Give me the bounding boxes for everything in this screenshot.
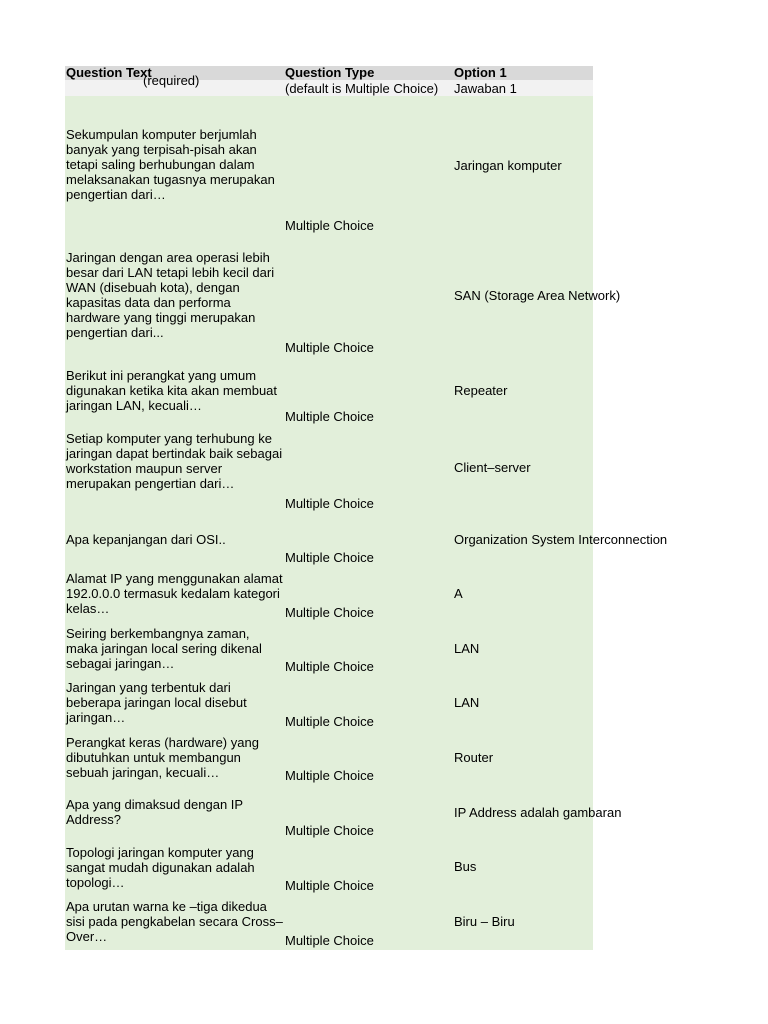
row-2-type: Multiple Choice xyxy=(285,340,374,355)
row-12-type: Multiple Choice xyxy=(285,933,374,948)
row-11-type: Multiple Choice xyxy=(285,878,374,893)
row-5-type: Multiple Choice xyxy=(285,550,374,565)
row-9-option-1: Router xyxy=(454,750,494,765)
row-5-question: Apa kepanjangan dari OSI.. xyxy=(66,532,226,547)
row-7-type: Multiple Choice xyxy=(285,659,374,674)
row-7-option-1: LAN xyxy=(454,641,480,656)
note-question-type: (default is Multiple Choice) xyxy=(285,81,439,96)
row-6-question: Alamat IP yang menggunakan alamat 192.0.0.0 termasuk kedalam kategori kelas… xyxy=(66,571,283,616)
row-11-option-1: Bus xyxy=(454,859,477,874)
row-11-question: Topologi jaringan komputer yang sangat mudah digunakan adalah topologi… xyxy=(66,845,255,890)
row-10-type: Multiple Choice xyxy=(285,823,374,838)
row-7-question: Seiring berkembangnya zaman, maka jaringan local sering dikenal sebagai jaringan… xyxy=(66,626,262,671)
spreadsheet xyxy=(65,65,668,950)
header-question-type: Question Type xyxy=(285,65,375,80)
row-4-type: Multiple Choice xyxy=(285,496,374,511)
row-6-option-1: A xyxy=(454,586,463,601)
row-10-question: Apa yang dimaksud dengan IP Address? xyxy=(66,797,243,827)
row-3-question: Berikut ini perangkat yang umum digunakan ketika kita akan membuat jaringan LAN, kecuali… xyxy=(66,368,278,413)
row-4-question: Setiap komputer yang terhubung ke jaringan dapat bertindak baik sebagai workstation maupun server merupakan pengertian dari… xyxy=(66,431,283,491)
note-option-1: Jawaban 1 xyxy=(454,81,517,96)
note-required: (required) xyxy=(143,73,200,88)
header-option-1: Option 1 xyxy=(454,65,507,80)
row-12-option-1: Biru – Biru xyxy=(454,914,515,929)
row-8-question: Jaringan yang terbentuk dari beberapa jaringan local disebut jaringan… xyxy=(66,680,247,725)
row-8-option-1: LAN xyxy=(454,695,480,710)
row-2-question: Jaringan dengan area operasi lebih besar dari LAN tetapi lebih kecil dari WAN (disebuah kota), dengan kapasitas data dan performa hardware yang tinggi merupakan pengertian dari... xyxy=(66,250,275,340)
row-1-option-1: Jaringan komputer xyxy=(454,158,562,173)
row-9-type: Multiple Choice xyxy=(285,768,374,783)
row-5-option-1: Organization System Interconnection xyxy=(454,532,668,547)
row-4-option-1: Client–server xyxy=(454,460,531,475)
row-2-option-1: SAN (Storage Area Network) xyxy=(454,288,621,303)
row-6-type: Multiple Choice xyxy=(285,605,374,620)
row-3-option-1: Repeater xyxy=(454,383,508,398)
row-9-question: Perangkat keras (hardware) yang dibutuhkan untuk membangun sebuah jaringan, kecuali… xyxy=(66,735,259,780)
row-10-option-1: IP Address adalah gambaran xyxy=(454,805,622,820)
row-1-question: Sekumpulan komputer berjumlah banyak yang terpisah-pisah akan tetapi saling berhubungan dalam melaksanakan tugasnya merupakan pengertian dari… xyxy=(66,127,275,202)
header-question-text: Question Text xyxy=(66,65,152,80)
row-3-type: Multiple Choice xyxy=(285,409,374,424)
row-8-type: Multiple Choice xyxy=(285,714,374,729)
row-1-type: Multiple Choice xyxy=(285,218,374,233)
row-12-question: Apa urutan warna ke –tiga dikedua sisi pada pengkabelan secara Cross–Over… xyxy=(66,899,283,944)
